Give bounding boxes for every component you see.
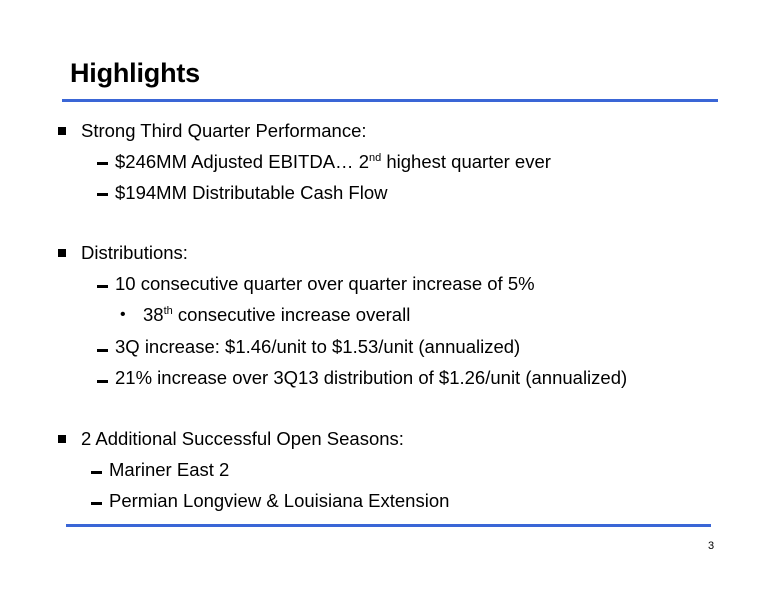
footer-divider xyxy=(66,524,711,527)
dash-bullet-icon xyxy=(97,285,108,288)
38th-text-end: consecutive increase overall xyxy=(172,304,411,325)
bullet-distributions: Distributions: xyxy=(81,242,188,263)
sub-bullet-ebitda xyxy=(115,151,551,173)
dash-bullet-icon xyxy=(97,349,108,352)
square-bullet-icon xyxy=(58,435,66,443)
dash-bullet-icon xyxy=(91,502,102,505)
sub-sub-bullet-38th xyxy=(143,304,410,326)
bullet-open-seasons: 2 Additional Successful Open Seasons: xyxy=(81,428,404,449)
ebitda-text: $246MM Adjusted EBITDA… 2 xyxy=(115,151,369,172)
page-number: 3 xyxy=(708,540,715,552)
dash-bullet-icon xyxy=(91,471,102,474)
bullet-performance: Strong Third Quarter Performance: xyxy=(81,120,367,141)
dash-bullet-icon xyxy=(97,193,108,196)
sub-bullet-21pct: 21% increase over 3Q13 distribution of $1.26/unit (annualized) xyxy=(115,367,628,388)
title-divider xyxy=(62,99,718,102)
sub-bullet-3q-increase: 3Q increase: $1.46/unit to $1.53/unit (annualized) xyxy=(115,336,521,357)
sub-bullet-dcf: $194MM Distributable Cash Flow xyxy=(115,182,388,203)
sub-bullet-mariner: Mariner East 2 xyxy=(109,459,230,480)
ebitda-sup: nd xyxy=(368,152,382,164)
dash-bullet-icon xyxy=(97,380,108,383)
slide-title: Highlights xyxy=(70,58,200,88)
dot-bullet-icon: • xyxy=(120,306,126,323)
38th-sup: th xyxy=(163,305,173,317)
square-bullet-icon xyxy=(58,127,66,135)
ebitda-text-end: highest quarter ever xyxy=(381,151,551,172)
square-bullet-icon xyxy=(58,249,66,257)
dash-bullet-icon xyxy=(97,162,108,165)
sub-bullet-consecutive: 10 consecutive quarter over quarter increase of 5% xyxy=(115,273,535,294)
38th-text: 38 xyxy=(143,304,164,325)
sub-bullet-permian: Permian Longview & Louisiana Extension xyxy=(109,490,450,511)
